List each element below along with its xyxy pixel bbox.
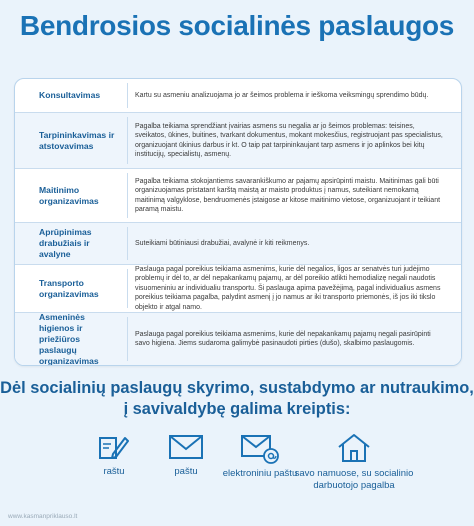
watermark-url: www.kasmanpriklauso.lt: [8, 513, 78, 520]
service-term: Asmeninės higienos ir priežiūros paslaugų organizavimas: [39, 311, 99, 366]
service-description: Pagalba teikiama sprendžiant įvairias asmens su negalia ar jo šeimos problemas: teisines, sveikatos, ūkines, buitines, tvarkant dokumentus, mokant mokesčius, registruojant pas specialistus, organizuojant ūkinius darbus ir kt. O taip pat tarpininkaujant tarp asmens ir jo aplinkos bei kitų institucijų, specialistų, asmenų.: [135, 122, 443, 158]
service-term: Transporto organizavimas: [39, 277, 99, 299]
column-divider: [127, 269, 128, 308]
table-row: [15, 265, 461, 313]
method-label: elektroniniu paštu: [222, 468, 298, 479]
column-divider: [127, 173, 128, 218]
contact-question: Dėl socialinių paslaugų skyrimo, sustabdymo ar nutraukimo, į savivaldybę galima kreiptis:: [0, 379, 474, 418]
column-divider: [127, 317, 128, 361]
service-description: Paslauga pagal poreikius teikiama asmenims, kurie dėl negalios, ligos ar senatvės turi judėjimo problemų ir dėl to, ar dėl nepakankamų pajamų, ar dėl poreikio atlikti hemodializę negali naudotis visuomeniniu ar individualiu transportu. Ši paslauga apima pavežėjimą, pagal individualius asmens poreikius teikiama pagalba, palydint asmenį į jo namus ar iki transporto priemonės, iš jos iki tikslo objekto ir atgal namo.: [135, 265, 441, 311]
service-term: Maitinimo organizavimas: [39, 184, 99, 206]
envelope-icon: [168, 432, 204, 462]
house-icon: [336, 432, 372, 464]
table-row: [15, 313, 461, 365]
table-row: [15, 223, 461, 265]
method-label: raštu: [103, 466, 125, 477]
service-description: Kartu su asmeniu analizuojama jo ar šeimos problema ir ieškoma veiksmingų sprendimo būdų.: [135, 91, 429, 99]
service-description: Pagalba teikiama stokojantiems savarankiškumo ar pajamų apsirūpinti maistu. Maitinimas gali būti organizuojamas pristatant karštą maistą ar maisto produktus į namus, suteikiant nemokamą maitinimą valgyklose, bendruomenės įstaigose ar kitose maitinimo vietose, organizuojant ir teikiant paramą maistu.: [135, 177, 441, 213]
column-divider: [127, 83, 128, 108]
pen-paper-icon: [97, 432, 131, 462]
table-row: [15, 169, 461, 223]
services-table: [14, 78, 462, 366]
service-description: Paslauga pagal poreikius teikiama asmenims, kurie dėl nepakankamų pajamų negali pasirūpinti savo higiena. Jiems sudaroma galimybė pasinaudoti pirties (dušo), skalbimo paslaugomis.: [135, 330, 431, 347]
table-row: [15, 113, 461, 169]
email-at-icon: [240, 432, 280, 464]
service-term: Konsultavimas: [39, 90, 101, 100]
table-row: [15, 79, 461, 113]
page-title: Bendrosios socialinės paslaugos: [19, 10, 455, 41]
method-label: savo namuose, su socialinio darbuotojo pagalba: [294, 468, 414, 491]
method-label: paštu: [174, 466, 198, 477]
column-divider: [127, 227, 128, 260]
service-term: Tarpininkavimas ir atstovavimas: [39, 129, 115, 151]
method-home: [294, 432, 414, 491]
column-divider: [127, 117, 128, 164]
service-term: Aprūpinimas drabužiais ir avalyne: [39, 227, 92, 259]
service-description: Suteikiami būtiniausi drabužiai, avalynė ir kiti reikmenys.: [135, 239, 310, 247]
